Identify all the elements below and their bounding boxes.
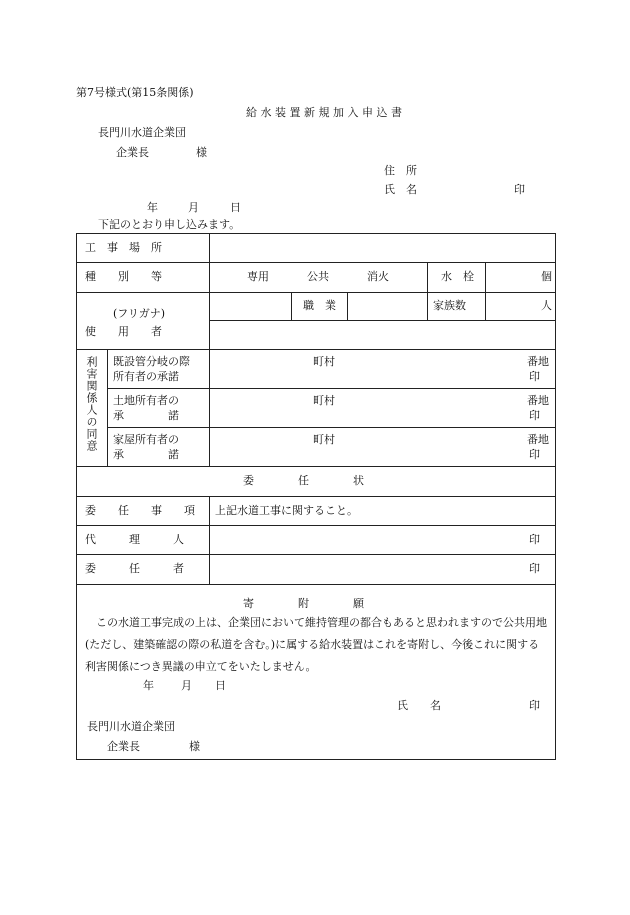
donation-name-label: 氏 名	[397, 699, 441, 712]
occupation-label: 職 業	[303, 299, 336, 312]
consent-label-house: 家屋所有者の	[113, 433, 179, 446]
application-form-table	[76, 233, 556, 760]
addressee-title: 企業長	[116, 146, 149, 159]
consent-town: 町村	[313, 355, 335, 368]
applicant-seal: 印	[514, 183, 525, 196]
consent-lot: 番地	[527, 433, 549, 446]
consent-lot: 番地	[527, 355, 549, 368]
consent-town: 町村	[313, 394, 335, 407]
consent-seal: 印	[529, 409, 540, 422]
mandate-heading: 委 任 状	[243, 474, 364, 487]
type-label: 種 別 等	[85, 270, 162, 283]
hydrant-label: 水 栓	[441, 270, 474, 283]
agent-label: 代 理 人	[85, 533, 184, 546]
consent-label-house-2: 承 諾	[113, 448, 179, 461]
site-label: 工 事 場 所	[85, 241, 162, 254]
form-title: 給 水 装 置 新 規 加 入 申 込 書	[246, 106, 402, 119]
consent-lot: 番地	[527, 394, 549, 407]
applicant-address-label: 住 所	[384, 164, 417, 177]
user-name-field[interactable]	[215, 327, 549, 341]
donation-addressee-title: 企業長	[107, 740, 140, 753]
consent-seal: 印	[529, 448, 540, 461]
donation-body: この水道工事完成の上は、企業団において維持管理の都合もあると思われますので公共用地(ただし、建築確認の際の私道を含む。)に属する給水装置はこれを寄附し、今後これに関する利害関係につき異議の申立てをいたしません。	[85, 616, 547, 673]
delegator-label: 委 任 者	[85, 562, 184, 575]
donation-date-month: 月	[181, 679, 192, 692]
family-count-label: 家族数	[433, 299, 466, 312]
addressee-org: 長門川水道企業団	[98, 126, 186, 139]
form-number: 第7号様式(第15条関係)	[76, 86, 194, 99]
furigana-label: (フリガナ)	[113, 307, 166, 320]
hydrant-unit: 個	[541, 270, 552, 283]
consent-label-land: 土地所有者の	[113, 394, 179, 407]
consent-town: 町村	[313, 433, 335, 446]
site-field[interactable]	[215, 241, 549, 255]
addressee-honorific: 様	[196, 146, 207, 159]
user-label: 使 用 者	[85, 325, 162, 338]
applicant-name-label: 氏 名	[384, 183, 417, 196]
donation-addressee-honorific: 様	[189, 740, 200, 753]
donation-heading: 寄 附 願	[243, 597, 364, 610]
donation-seal: 印	[529, 699, 540, 712]
type-option-fire[interactable]: 消火	[367, 270, 389, 283]
consent-section-label: 利害関係人の同意	[85, 356, 98, 452]
date-year: 年	[147, 201, 158, 214]
consent-seal: 印	[529, 370, 540, 383]
type-option-private[interactable]: 専用	[247, 270, 269, 283]
date-day: 日	[230, 201, 241, 214]
donation-date-year: 年	[143, 679, 154, 692]
family-count-unit: 人	[541, 299, 552, 312]
donation-addressee-org: 長門川水道企業団	[87, 720, 175, 733]
mandate-matter-label: 委 任 事 項	[85, 504, 195, 517]
consent-label-branch-2: 所有者の承諾	[113, 370, 179, 383]
consent-label-land-2: 承 諾	[113, 409, 179, 422]
mandate-matter-value: 上記水道工事に関すること。	[215, 504, 358, 517]
intro-text: 下記のとおり申し込みます。	[98, 218, 241, 231]
delegator-seal: 印	[529, 562, 540, 575]
type-option-public[interactable]: 公共	[307, 270, 329, 283]
donation-date-day: 日	[215, 679, 226, 692]
agent-seal: 印	[529, 533, 540, 546]
consent-label-branch: 既設管分岐の際	[113, 355, 190, 368]
date-month: 月	[188, 201, 199, 214]
